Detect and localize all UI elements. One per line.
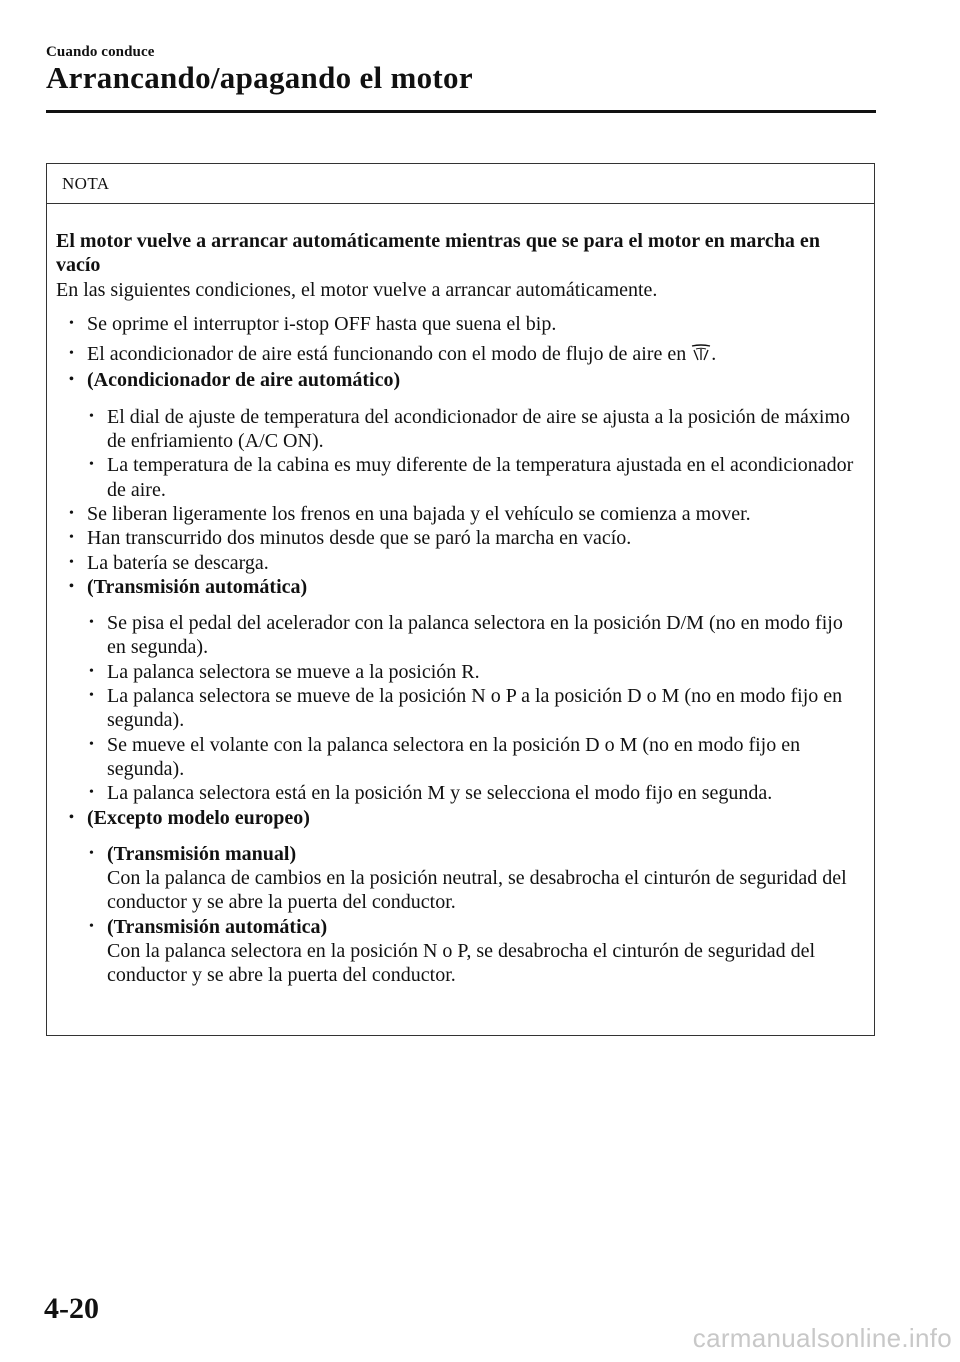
list-item-text: Han transcurrido dos minutos desde que se paró la marcha en vacío.: [87, 527, 632, 550]
list-item-text: La palanca selectora se mueve a la posición R.: [107, 660, 480, 683]
bullet: •: [89, 615, 94, 631]
bullet: •: [89, 457, 94, 473]
bullet: •: [69, 372, 74, 388]
list-item: [56, 526, 866, 550]
list-item-text: Se mueve el volante con la palanca selectora en la posición D o M (no en modo fijo en segunda).: [107, 733, 801, 780]
bullet: •: [69, 809, 74, 825]
bullet: •: [89, 736, 94, 752]
sub-list-item: [56, 915, 866, 988]
sub-list-item: [56, 453, 866, 502]
bullet: •: [89, 408, 94, 424]
list-item: [56, 502, 866, 526]
list-item: [56, 312, 866, 336]
list-item: [56, 368, 866, 392]
bullet: •: [69, 315, 74, 331]
sub-list-item: [56, 684, 866, 733]
title-divider: [46, 110, 876, 113]
bullet: •: [89, 785, 94, 801]
list-item: [56, 551, 866, 575]
list-item-text: El acondicionador de aire está funcionando con el modo de flujo de aire en: [87, 343, 687, 366]
bullet: •: [69, 346, 74, 362]
list-item-text: La batería se descarga.: [87, 551, 269, 574]
list-item-text: Se pisa el pedal del acelerador con la palanca selectora en la posición D/M (no en modo fijo en segunda).: [107, 612, 843, 659]
sub-list-item: [56, 781, 866, 805]
section-label: Cuando conduce: [46, 44, 155, 60]
sub-list-item-title: (Transmisión automática): [107, 915, 328, 938]
list-item: [56, 342, 866, 368]
sub-list-item: [56, 733, 866, 782]
note-intro: En las siguientes condiciones, el motor vuelve a arrancar automáticamente.: [56, 278, 658, 301]
bullet: •: [89, 688, 94, 704]
list-item-text-end: .: [711, 343, 717, 366]
note-heading: El motor vuelve a arrancar automáticamente mientras que se para el motor en marcha en vacío: [56, 230, 820, 277]
note-box: [46, 163, 875, 1036]
windshield-defrost-icon: [691, 344, 711, 368]
bullet: •: [69, 578, 74, 594]
bullet: •: [69, 554, 74, 570]
note-body: [47, 204, 874, 988]
list-item-text: Se liberan ligeramente los frenos en una bajada y el vehículo se comienza a mover.: [87, 502, 751, 525]
list-item-text: (Acondicionador de aire automático): [87, 369, 401, 392]
page-title: Arrancando/apagando el motor: [46, 60, 473, 95]
list-item-text: Con la palanca de cambios en la posición neutral, se desabrocha el cinturón de seguridad del conductor y se abre la puerta del conductor.: [107, 867, 847, 914]
sub-list-item-title: (Transmisión manual): [107, 842, 297, 865]
list-item-text: La palanca selectora está en la posición M y se selecciona el modo fijo en segunda.: [107, 782, 773, 805]
note-label: NOTA: [47, 164, 874, 204]
sub-list-item: [56, 405, 866, 454]
sub-list-item: [56, 611, 866, 660]
bullet: •: [69, 530, 74, 546]
list-item-text: Con la palanca selectora en la posición N o P, se desabrocha el cinturón de seguridad del conductor y se abre la puerta del conductor.: [107, 940, 816, 987]
sub-list-item: [56, 660, 866, 684]
list-item-text: (Transmisión automática): [87, 575, 308, 598]
sub-list-item: [56, 842, 866, 915]
list-item-text: La temperatura de la cabina es muy diferente de la temperatura ajustada en el acondicionador de aire.: [107, 454, 854, 501]
bullet: •: [89, 663, 94, 679]
list-item: [56, 806, 866, 830]
bullet: •: [89, 845, 94, 861]
watermark: carmanualsonline.info: [692, 1323, 952, 1353]
list-item: [56, 575, 866, 599]
bullet: •: [89, 918, 94, 934]
bullet: •: [69, 505, 74, 521]
list-item-text: El dial de ajuste de temperatura del acondicionador de aire se ajusta a la posición de máximo de enfriamiento (A/C ON).: [107, 405, 851, 453]
list-item-text: Se oprime el interruptor i-stop OFF hasta que suena el bip.: [87, 312, 557, 335]
list-item-text: La palanca selectora se mueve de la posición N o P a la posición D o M (no en modo fijo en segunda).: [107, 685, 843, 732]
page-number: 4-20: [44, 1292, 99, 1325]
list-item-text: (Excepto modelo europeo): [87, 806, 310, 829]
